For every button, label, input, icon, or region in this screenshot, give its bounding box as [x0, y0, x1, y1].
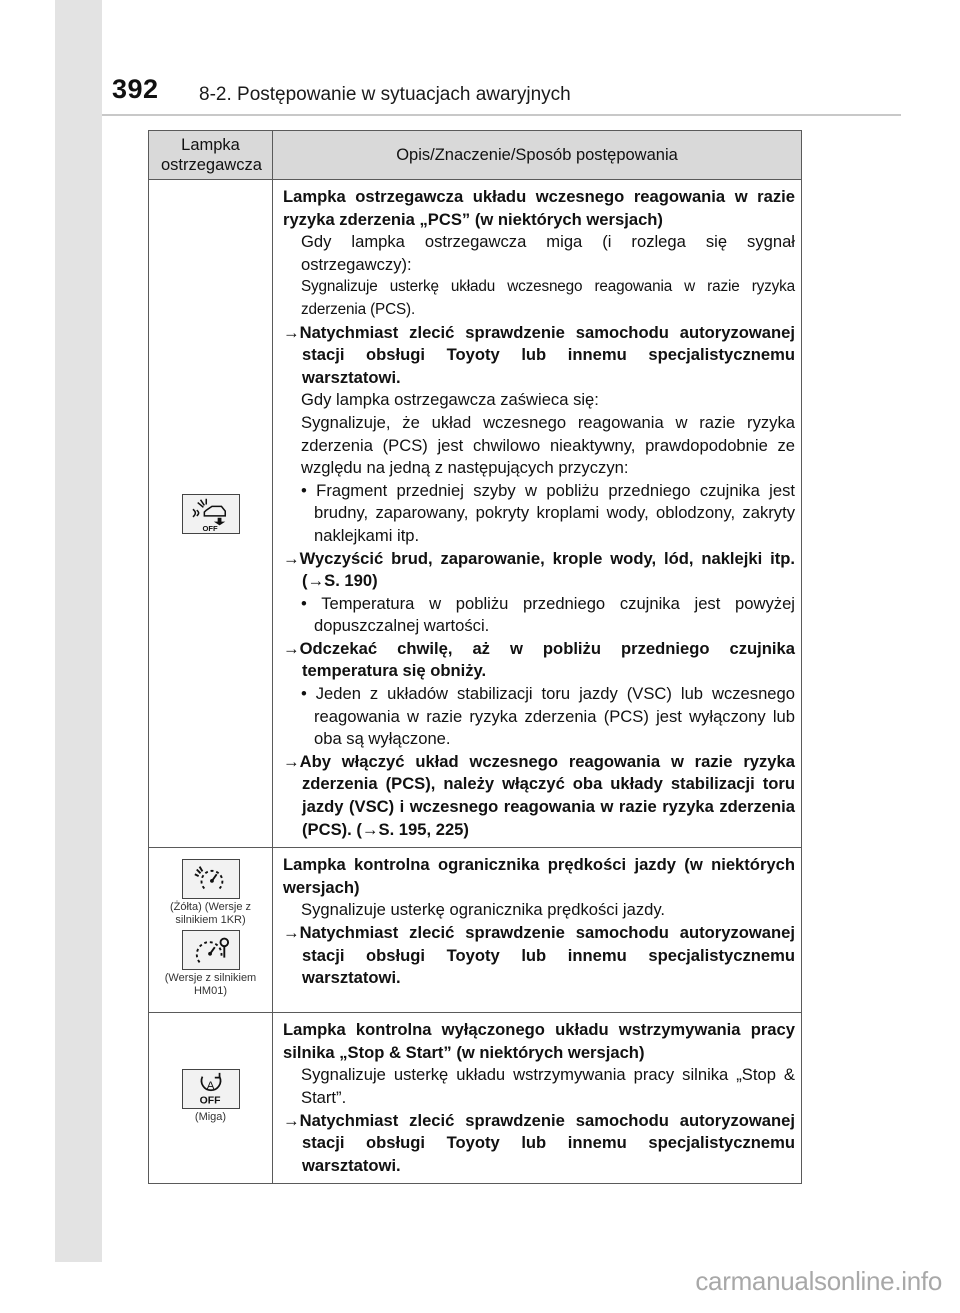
description-cell: [273, 848, 802, 1013]
description-cell: [273, 180, 802, 848]
table-header-row: [149, 131, 802, 180]
action-instruction: →Aby włączyć układ wczesnego reagowania w razie ryzyka zderzenia (PCS), należy włączyć oba układy stabilizacji toru jazdy (VSC) i wczesnego reagowania w razie ryzyka zderzenia (PCS). (→S. 195, 225): [283, 751, 795, 839]
auto-label: A: [206, 1080, 214, 1093]
side-margin-band: [55, 0, 102, 1262]
action-instruction: →Natychmiast zlecić sprawdzenie samochodu autoryzowanej stacji obsługi Toyoty lub innemu specjalistycznemu warsztatowi.: [283, 923, 795, 988]
section-title: 8-2. Postępowanie w sytuacjach awaryjnych: [199, 84, 571, 105]
description-text: Sygnalizuje usterkę układu wstrzymywania pracy silnika „Stop & Start”.: [301, 1065, 795, 1107]
speed-limiter-warning-icon: [182, 930, 240, 970]
page-number: 392: [112, 74, 159, 104]
lamp-title: Lampka kontrolna wyłączonego układu wstrzymywania pracy silnika „Stop & Start” (w niektórych wersjach): [283, 1020, 795, 1062]
description-text: Sygnalizuje, że układ wczesnego reagowania w razie ryzyka zderzenia (PCS) jest chwilowo nieaktywny, prawdopodobnie ze względu na jedną z następujących przyczyn:: [301, 412, 795, 478]
page-reference[interactable]: S. 190): [324, 571, 378, 591]
description-text: Gdy lampka ostrzegawcza zaświeca się:: [301, 390, 599, 410]
action-instruction: →Odczekać chwilę, aż w pobliżu przedniego czujnika temperatura się obniży.: [283, 638, 795, 681]
description-cell: [273, 1013, 802, 1184]
table-row: [149, 848, 802, 1013]
lamp-caption: (Miga): [194, 1111, 227, 1124]
lamp-caption: (Żółta) (Wersje z silnikiem 1KR): [169, 901, 252, 926]
column-header-description: Opis/Znaczenie/Sposób postępowania: [273, 131, 802, 180]
table-row: [149, 1013, 802, 1184]
cause-bullet: • Jeden z układów stabilizacji toru jazdy (VSC) lub wczesnego reagowania w razie ryzyka zderzenia (PCS) jest wyłączony lub oba są wyłączone.: [301, 684, 795, 749]
column-header-lamp: Lampka ostrzegawcza: [149, 131, 273, 180]
lamp-icon-cell: [149, 180, 273, 848]
action-instruction: →Natychmiast zlecić sprawdzenie samochodu autoryzowanej stacji obsługi Toyoty lub innemu specjalistycznemu warsztatowi.: [283, 322, 795, 387]
description-text: Gdy lampka ostrzegawcza miga (i rozlega się sygnał ostrzegawczy):: [301, 232, 795, 274]
page-header: [0, 0, 960, 116]
page-reference[interactable]: S. 195, 225): [378, 819, 469, 839]
table-row: [149, 180, 802, 848]
cause-bullet: • Temperatura w pobliżu przedniego czujnika jest powyżej dopuszczalnej wartości.: [301, 593, 795, 636]
lamp-icon-cell: [149, 1013, 273, 1184]
pcs-off-warning-icon: [182, 494, 240, 534]
lamp-title: Lampka kontrolna ogranicznika prędkości jazdy (w niektórych wersjach): [283, 855, 795, 897]
lamp-caption: (Wersje z silnikiem HM01): [164, 972, 257, 997]
warning-lamps-table: [148, 130, 802, 1184]
lamp-icon-cell: [149, 848, 273, 1013]
watermark: carmanualsonline.info: [695, 1266, 942, 1296]
header-divider: [102, 114, 901, 116]
action-instruction: →Natychmiast zlecić sprawdzenie samochodu autoryzowanej stacji obsługi Toyoty lub innemu specjalistycznemu warsztatowi.: [283, 1110, 795, 1175]
cause-bullet: • Fragment przedniej szyby w pobliżu przedniego czujnika jest brudny, zaparowany, pokryty kroplami wody, oblodzony, zakryty naklejkami itp.: [301, 480, 795, 545]
lamp-title: Lampka ostrzegawcza układu wczesnego reagowania w razie ryzyka zderzenia „PCS” (w niektórych wersjach): [283, 187, 795, 229]
action-instruction: →Wyczyścić brud, zaparowanie, krople wody, lód, naklejki itp. (→S. 190): [283, 548, 795, 591]
description-text: Sygnalizuje usterkę układu wczesnego reagowania w razie ryzyka zderzenia (PCS).: [301, 278, 795, 318]
stop-start-off-icon: [182, 1069, 240, 1109]
off-label: OFF: [199, 1095, 220, 1107]
off-label: OFF: [201, 523, 218, 533]
description-text: Sygnalizuje usterkę ogranicznika prędkości jazdy.: [301, 900, 666, 920]
speed-limiter-warning-icon: [182, 859, 240, 899]
